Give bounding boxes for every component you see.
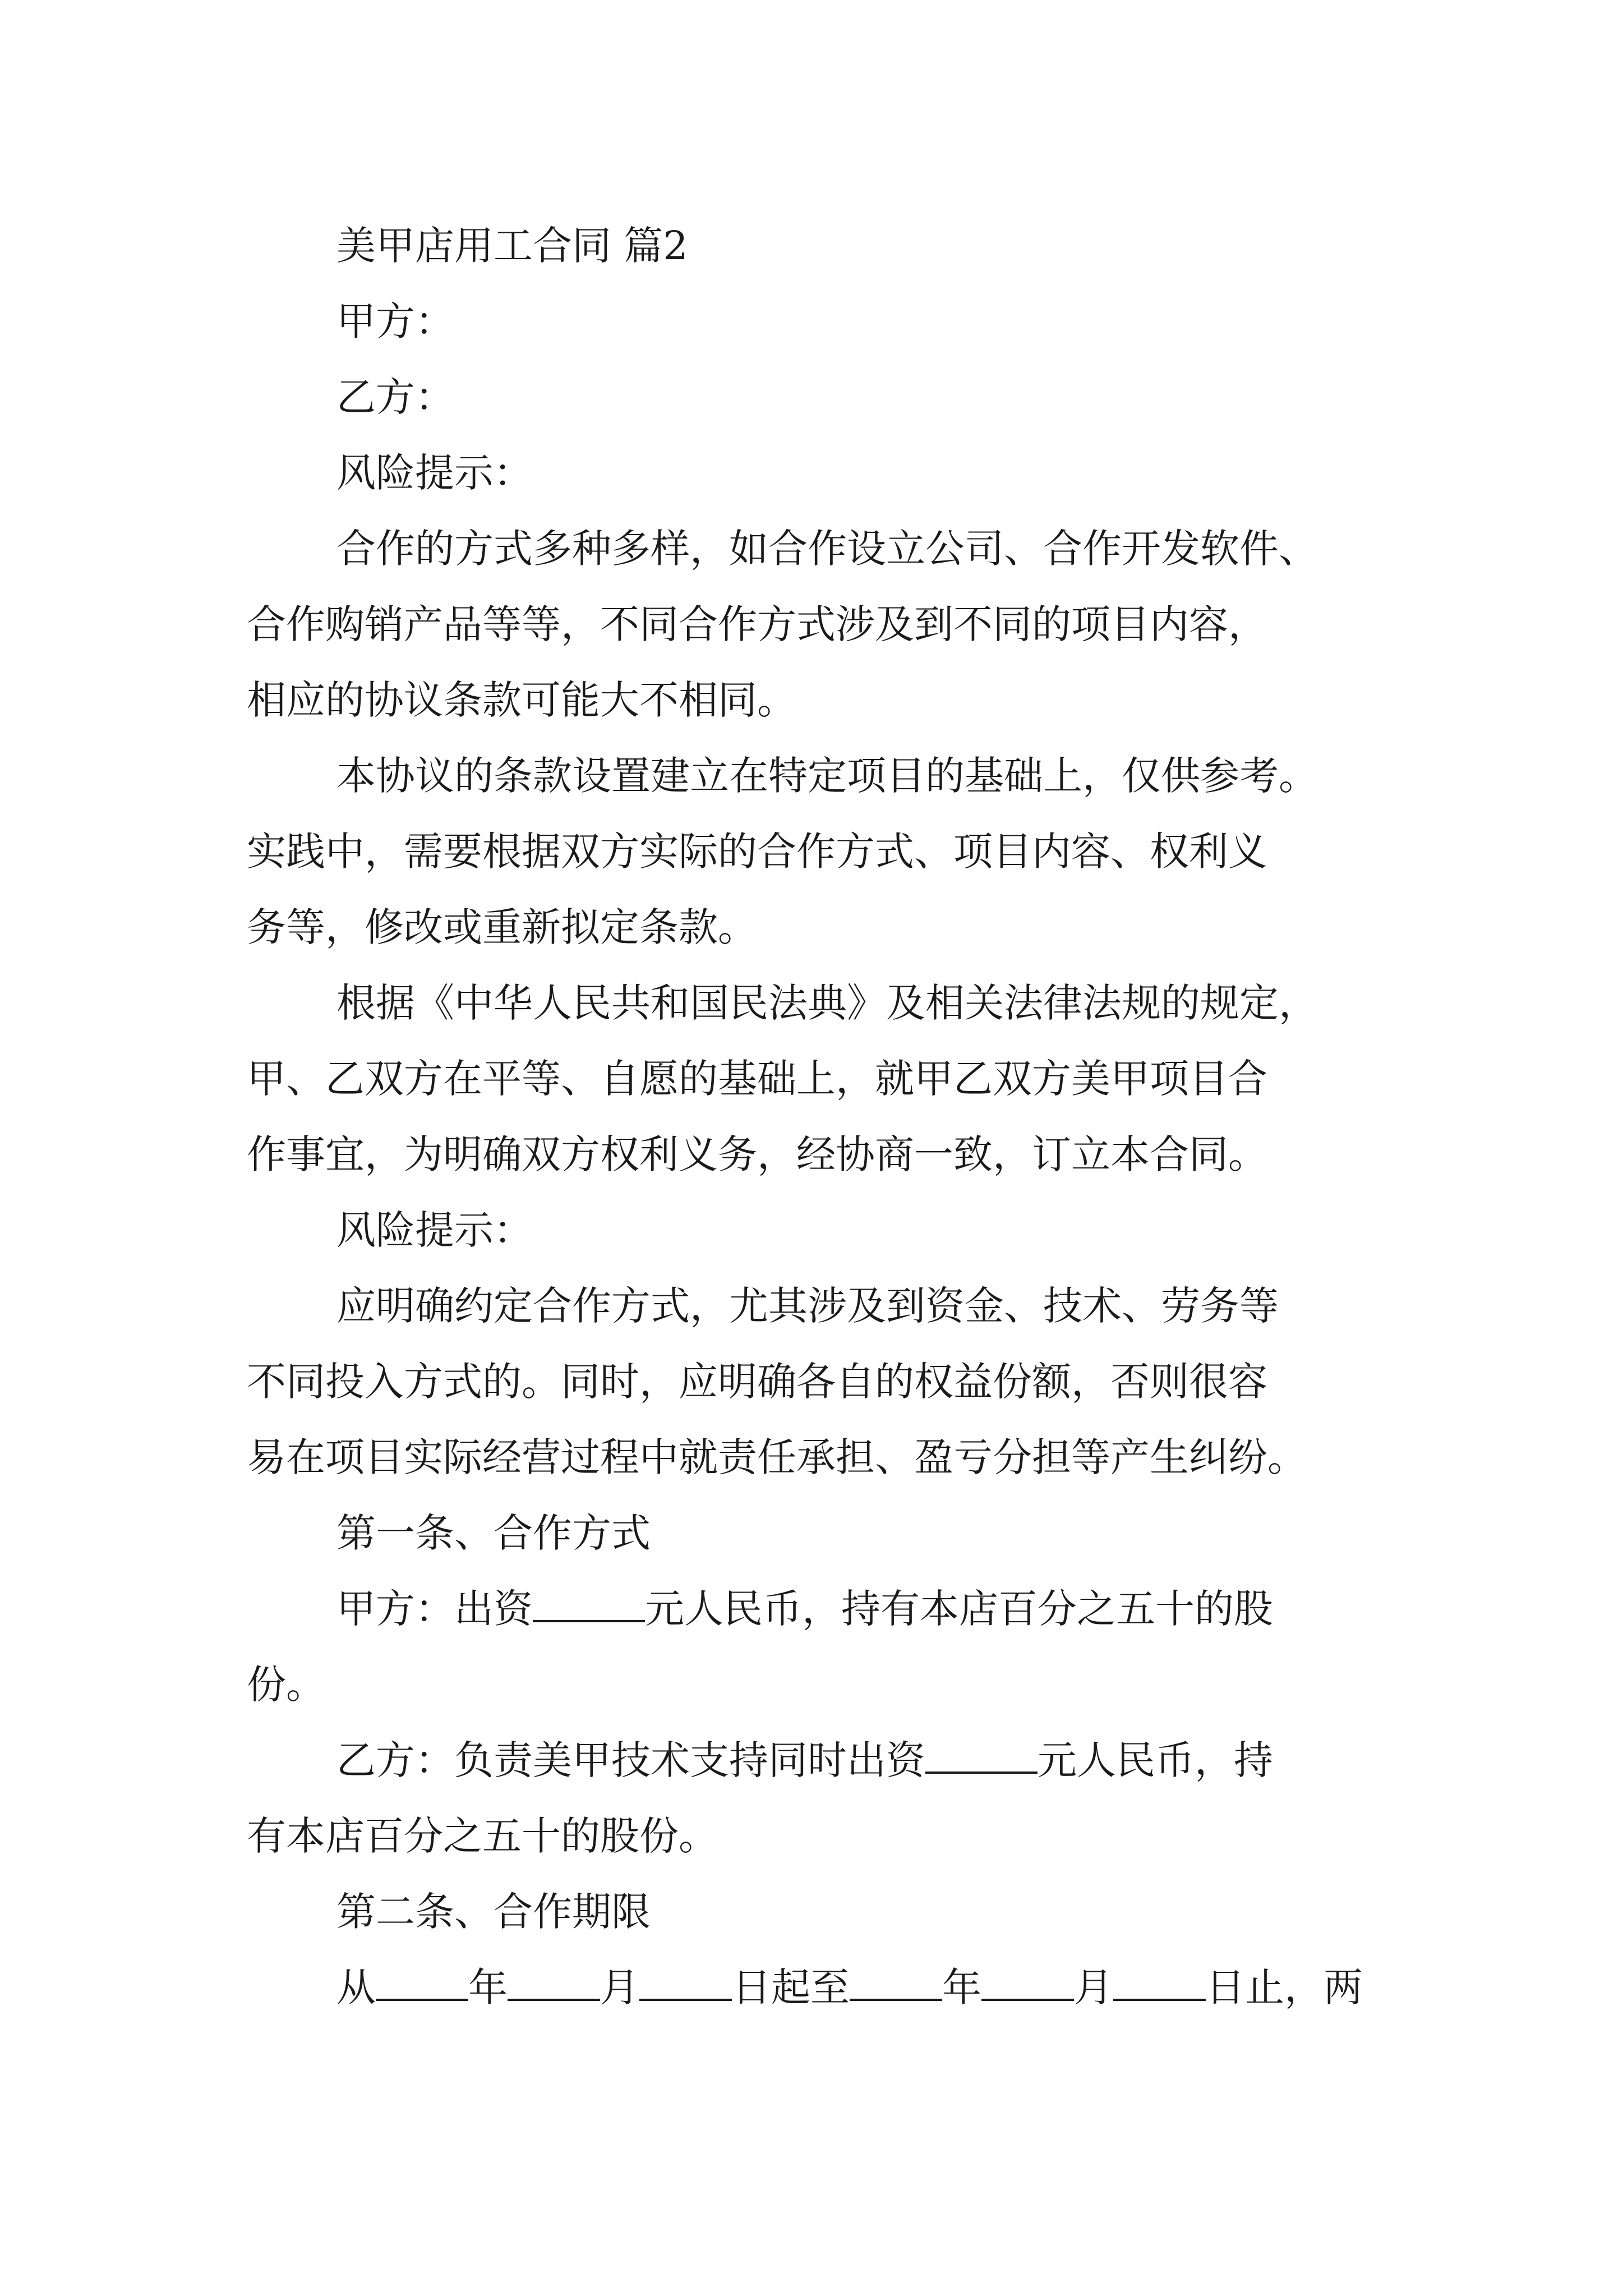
date-text: 月 (600, 1964, 639, 2010)
clause-text: 元人民币，持 (1038, 1737, 1273, 1783)
paragraph-line: 份。 (247, 1662, 325, 1708)
year-blank[interactable] (850, 1965, 942, 2001)
paragraph-line: 实践中，需要根据双方实际的合作方式、项目内容、权利义 (247, 829, 1267, 875)
date-text: 日止，两 (1206, 1964, 1363, 2010)
risk-label: 风险提示： (336, 450, 533, 496)
month-blank[interactable] (508, 1965, 600, 2001)
paragraph-line: 应明确约定合作方式，尤其涉及到资金、技术、劳务等 (336, 1283, 1279, 1329)
paragraph-line: 相应的协议条款可能大不相同。 (247, 677, 796, 723)
clause-text: 甲方：出资 (336, 1586, 533, 1632)
fill-in-blank[interactable] (925, 1738, 1038, 1774)
paragraph-line: 有本店百分之五十的股份。 (247, 1813, 718, 1859)
day-blank[interactable] (1113, 1965, 1206, 2001)
document-heading: 美甲店用工合同 篇2 (336, 223, 688, 269)
article-title: 第二条、合作期限 (336, 1889, 651, 1935)
date-text: 年 (468, 1964, 508, 2010)
year-blank[interactable] (376, 1965, 468, 2001)
clause-text: 乙方：负责美甲技术支持同时出资 (336, 1737, 925, 1783)
month-blank[interactable] (981, 1965, 1074, 2001)
article-1-party-b-line (336, 1735, 1273, 1786)
party-a-label: 甲方： (336, 298, 454, 344)
paragraph-line: 不同投入方式的。同时，应明确各自的权益份额，否则很容 (247, 1359, 1267, 1405)
paragraph-line: 本协议的条款设置建立在特定项目的基础上，仅供参考。 (336, 753, 1318, 799)
date-text: 从 (336, 1964, 376, 2010)
article-2-term-line (336, 1962, 1363, 2013)
day-blank[interactable] (639, 1965, 732, 2001)
article-title: 第一条、合作方式 (336, 1510, 651, 1556)
party-b-label: 乙方： (336, 374, 454, 420)
fill-in-blank[interactable] (533, 1586, 645, 1622)
article-1-party-a-line (336, 1584, 1273, 1634)
date-text: 日起至 (732, 1964, 850, 2010)
paragraph-line: 甲、乙双方在平等、自愿的基础上，就甲乙双方美甲项目合 (247, 1056, 1267, 1102)
date-text: 月 (1074, 1964, 1113, 2010)
paragraph-line: 作事宜，为明确双方权利义务，经协商一致，订立本合同。 (247, 1131, 1267, 1177)
paragraph-line: 根据《中华人民共和国民法典》及相关法律法规的规定， (336, 980, 1318, 1026)
date-text: 年 (942, 1964, 981, 2010)
paragraph-line: 合作的方式多种多样，如合作设立公司、合作开发软件、 (336, 526, 1318, 572)
paragraph-line: 合作购销产品等等，不同合作方式涉及到不同的项目内容， (247, 601, 1267, 647)
risk-label: 风险提示： (336, 1207, 533, 1253)
paragraph-line: 易在项目实际经营过程中就责任承担、盈亏分担等产生纠纷。 (247, 1434, 1307, 1480)
clause-text: 元人民币，持有本店百分之五十的股 (645, 1586, 1273, 1632)
paragraph-line: 务等，修改或重新拟定条款。 (247, 904, 757, 950)
